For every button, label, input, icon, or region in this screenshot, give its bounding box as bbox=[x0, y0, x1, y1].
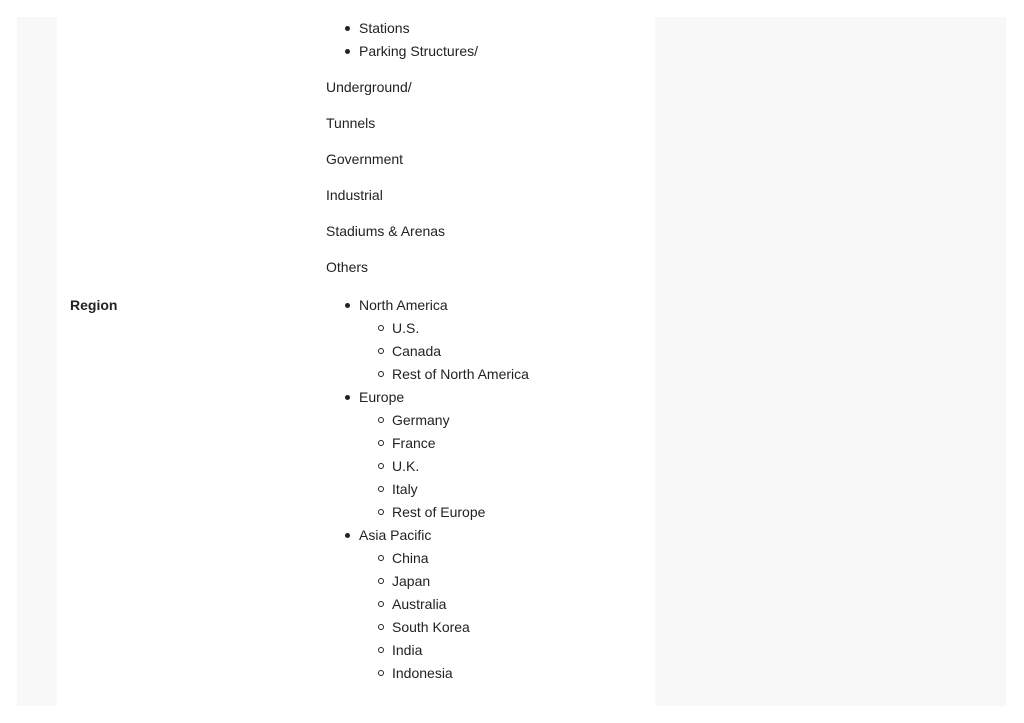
country-item: Rest of North America bbox=[359, 363, 529, 386]
country-item: Germany bbox=[359, 409, 529, 432]
list-item bbox=[326, 40, 478, 63]
country-list bbox=[359, 317, 529, 386]
segment-paragraph: Underground/ bbox=[326, 79, 412, 95]
country-item: China bbox=[359, 547, 529, 570]
country-item: South Korea bbox=[359, 616, 529, 639]
region-name: Asia Pacific bbox=[359, 524, 529, 547]
country-item: Canada bbox=[359, 340, 529, 363]
region-item bbox=[326, 386, 529, 524]
region-item bbox=[326, 524, 529, 685]
right-sidebar-panel bbox=[655, 17, 1006, 706]
list-item-label: Parking Structures/ bbox=[359, 43, 479, 59]
country-item: U.K. bbox=[359, 455, 529, 478]
country-list bbox=[359, 409, 529, 524]
country-item: Australia bbox=[359, 593, 529, 616]
country-item: Italy bbox=[359, 478, 529, 501]
segment-paragraph: Tunnels bbox=[326, 115, 376, 131]
country-list bbox=[359, 547, 529, 685]
region-list bbox=[326, 294, 529, 685]
region-row-label: Region bbox=[70, 297, 118, 313]
left-gutter bbox=[17, 17, 57, 706]
segment-paragraph: Others bbox=[326, 259, 369, 275]
country-item: Rest of Europe bbox=[359, 501, 529, 524]
region-name: Europe bbox=[359, 386, 529, 409]
region-item bbox=[326, 294, 529, 386]
region-name: North America bbox=[359, 294, 529, 317]
country-item: France bbox=[359, 432, 529, 455]
list-item bbox=[326, 17, 478, 40]
country-item: India bbox=[359, 639, 529, 662]
segment-paragraph: Government bbox=[326, 151, 404, 167]
list-item-label: Stations bbox=[359, 20, 410, 36]
segment-list bbox=[326, 17, 478, 63]
country-item: Japan bbox=[359, 570, 529, 593]
segment-paragraph: Stadiums & Arenas bbox=[326, 223, 446, 239]
country-item: Indonesia bbox=[359, 662, 529, 685]
country-item: U.S. bbox=[359, 317, 529, 340]
segment-paragraph: Industrial bbox=[326, 187, 383, 203]
